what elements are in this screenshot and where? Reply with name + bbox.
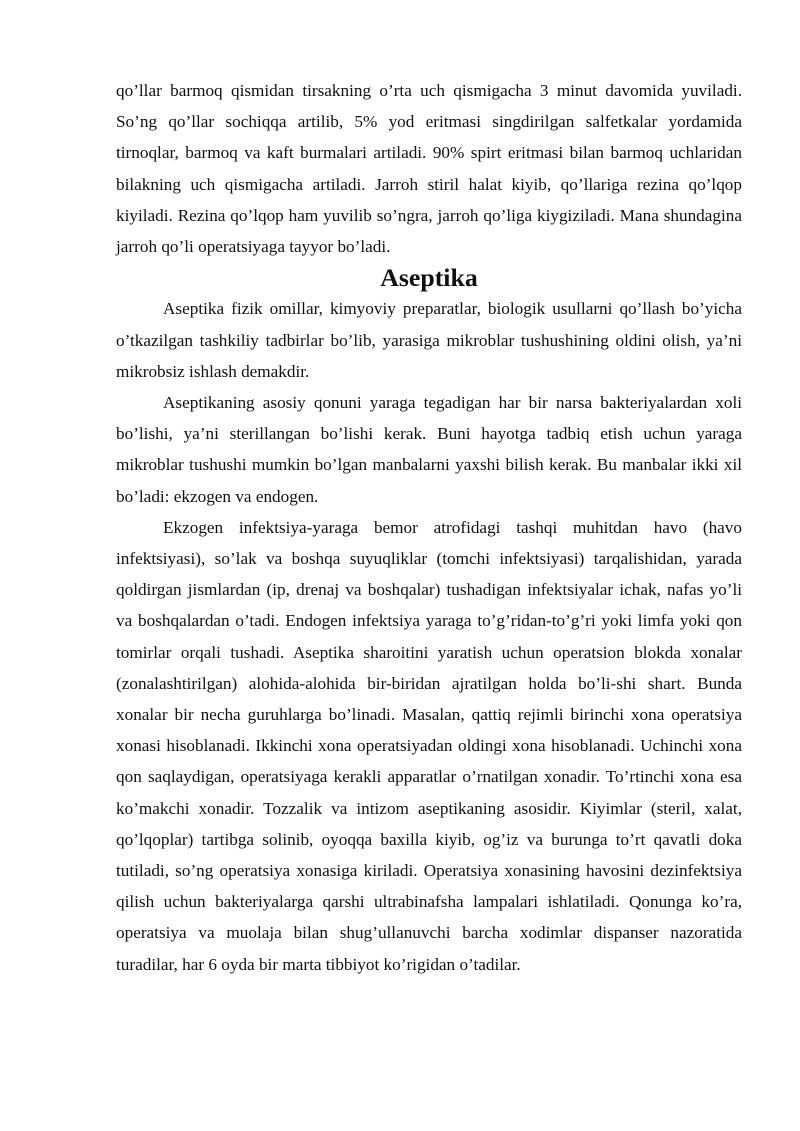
paragraph-infection-sources: Ekzogen infektsiya-yaraga bemor atrofidagi tashqi muhitdan havo (havo infektsiyasi), so’lak va boshqa suyuqliklar (tomchi infektsiyasi) tarqalishidan, yarada qoldirgan jismlardan (ip, drenaj va boshqalar) tushadigan infektsiyalar ichak, nafas yo’li va boshqalardan o’tadi. Endogen infektsiya yaraga to’g’ridan-to’g’ri yoki limfa yoki qon tomirlar orqali tushadi. Aseptika sharoitini yaratish uchun operatsion blokda xonalar (zonalashtirilgan) alohida-alohida bir-biridan ajratilgan holda bo’li-shi shart. Bunda xonalar bir necha guruhlarga bo’linadi. Masalan, qattiq rejimli birinchi xona operatsiya xonasi hisoblanadi. Ikkinchi xona operatsiyadan oldingi xona hisoblanadi. Uchinchi xona qon saqlaydigan, operatsiyaga kerakli apparatlar o’rnatilgan xonadir. To’rtinchi xona esa ko’makchi xonadir. Tozzalik va intizom aseptikaning asosidir. Kiyimlar (steril, xalat, qo’lqoplar) tartibga solinib, oyoqqa baxilla kiyib, og’iz va burunga to’rt qavatli doka tutiladi, so’ng operatsiya xonasiga kiriladi. Operatsiya xonasining havosini dezinfektsiya qilish uchun bakteriyalarga qarshi ultrabinafsha lampalari ishlatiladi. Qonunga ko’ra, operatsiya va muolaja bilan shug’ullanuvchi barcha xodimlar dispanser nazoratida turadilar, har 6 oyda bir marta tibbiyot ko’rigidan o’tadilar. (116, 517, 742, 974)
section-heading: Aseptika (380, 263, 478, 293)
paragraph-main-law: Aseptikaning asosiy qonuni yaraga tegadigan har bir narsa bakteriyalardan xoli bo’lishi, ya’ni sterillangan bo’lishi kerak. Buni hayotga tadbiq etish uchun yaraga mikroblar tushushi mumkin bo’lgan manbalarni yaxshi bilish kerak. Bu manbalar ikki xil bo’ladi: ekzogen va endogen. (116, 393, 742, 506)
document-page (116, 75, 742, 980)
intro-paragraph: qo’llar barmoq qismidan tirsakning o’rta uch qismigacha 3 minut davomida yuviladi. So’ng qo’llar sochiqqa artilib, 5% yod eritmasi singdirilgan salfetkalar yordamida tirnoqlar, barmoq va kaft burmalari artiladi. 90% spirt eritmasi bilan barmoq uchlaridan bilakning uch qismigacha artiladi. Jarroh stiril halat kiyib, qo’llariga rezina qo’lqop kiyiladi. Rezina qo’lqop ham yuvilib so’ngra, jarroh qo’liga kiygiziladi. Mana shundagina jarroh qo’li operatsiyaga tayyor bo’ladi. (116, 81, 742, 257)
paragraph-definition: Aseptika fizik omillar, kimyoviy preparatlar, biologik usullarni qo’llash bo’yicha o’tkazilgan tashkiliy tadbirlar bo’lib, yarasiga mikroblar tushushining oldini olish, ya’ni mikrobsiz ishlash demakdir. (116, 299, 742, 381)
